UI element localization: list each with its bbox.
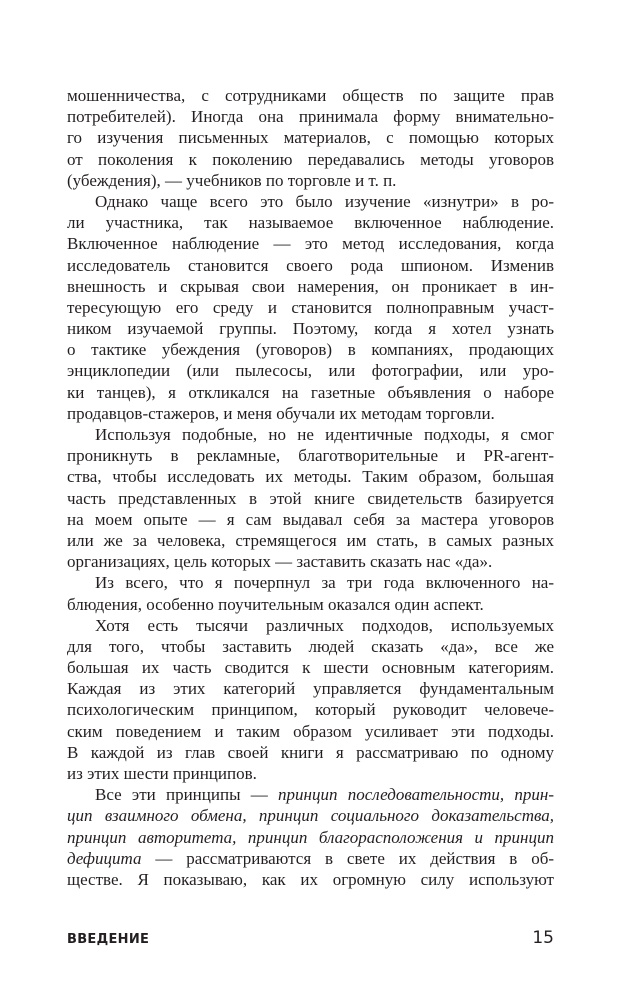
text-line: от поколения к поколению передавались методы уговоров bbox=[67, 149, 554, 169]
text-line: В каждой из глав своей книги я рассматриваю по одному bbox=[67, 742, 554, 762]
text-line: ником изучаемой группы. Поэтому, когда я хотел узнать bbox=[67, 319, 554, 339]
text-line: Однако чаще всего это было изучение «изнутри» в ро- bbox=[95, 191, 554, 211]
text-line: Каждая из этих категорий управляется фундаментальным bbox=[67, 679, 554, 699]
text-span: ществе. Я показываю, как их огромную силу используют bbox=[67, 869, 554, 889]
text-line bbox=[67, 805, 554, 826]
text-line: потребителей). Иногда она принимала форму внимательно- bbox=[67, 107, 554, 127]
text-line: проникнуть в рекламные, благотворительные и PR-агент- bbox=[67, 446, 554, 466]
text-line: о тактике убеждения (уговоров) в компаниях, продающих bbox=[67, 340, 554, 360]
page-footer bbox=[67, 928, 554, 948]
text-line: мошенничества, с сотрудниками обществ по защите прав bbox=[67, 86, 554, 105]
italic-text: цип взаимного обмена, принцип социального доказательства, bbox=[67, 806, 554, 826]
text-line: Используя подобные, но не идентичные подходы, я смог bbox=[95, 425, 554, 444]
text-line bbox=[67, 848, 554, 869]
text-line: ским поведением и таким образом усиливает эти подходы. bbox=[67, 721, 554, 741]
text-line bbox=[67, 784, 554, 805]
page-number: 15 bbox=[532, 928, 554, 948]
body-text bbox=[67, 85, 554, 890]
text-line: на моем опыте — я сам выдавал себя за мастера уговоров bbox=[67, 509, 554, 529]
section-title: ВВЕДЕНИЕ bbox=[67, 932, 150, 947]
text-line: исследователь становится своего рода шпионом. Изменив bbox=[67, 255, 554, 275]
text-line: из этих шести принципов. bbox=[67, 764, 257, 783]
text-line: Хотя есть тысячи различных подходов, используемых bbox=[95, 615, 554, 635]
text-line: или же за человека, стремящегося им стать, в самых разных bbox=[67, 530, 554, 550]
text-line: внешность и скрывая свои намерения, он проникает в ин- bbox=[67, 276, 554, 296]
text-span: Все эти принципы — bbox=[95, 785, 279, 805]
italic-text: принцип авторитета, принцип благорасположения и принцип bbox=[67, 827, 554, 847]
text-span: — рассматриваются в свете их действия в об- bbox=[141, 848, 554, 868]
text-line: (убеждения), — учебников по торговле и т. п. bbox=[67, 170, 397, 190]
text-line: Включенное наблюдение — это метод исследования, когда bbox=[67, 234, 554, 254]
text-line: для того, чтобы заставить людей сказать «да», все же bbox=[67, 636, 554, 656]
text-line: го изучения письменных материалов, с помощью которых bbox=[67, 128, 554, 148]
text-line bbox=[67, 869, 554, 890]
text-line: блюдения, особенно поучительным оказался один аспект. bbox=[67, 594, 484, 614]
italic-text: принцип последовательности, прин- bbox=[278, 785, 555, 805]
text-line: энциклопедии (или пылесосы, или фотографии, или уро- bbox=[67, 361, 554, 381]
text-line bbox=[67, 827, 554, 848]
text-line: ли участника, так называемое включенное наблюдение. bbox=[67, 213, 554, 233]
text-line: Из всего, что я почерпнул за три года включенного на- bbox=[95, 573, 554, 593]
text-line: большая их часть сводится к шести основным категориям. bbox=[67, 658, 554, 678]
italic-text: дефицита bbox=[67, 848, 142, 868]
text-line: продавцов-стажеров, и меня обучали их методам торговли. bbox=[67, 403, 495, 423]
text-line: ства, чтобы исследовать их методы. Таким образом, большая bbox=[67, 467, 554, 487]
text-line: организациях, цель которых — заставить сказать нас «да». bbox=[67, 552, 493, 572]
text-line: психологическим принципом, который руководит человече- bbox=[67, 700, 554, 720]
text-line: часть представленных в этой книге свидетельств базируется bbox=[67, 488, 554, 508]
text-line: ки танцев), я откликался на газетные объявления о наборе bbox=[67, 382, 554, 402]
text-line: тересующую его среду и становится полноправным участ- bbox=[67, 297, 554, 317]
